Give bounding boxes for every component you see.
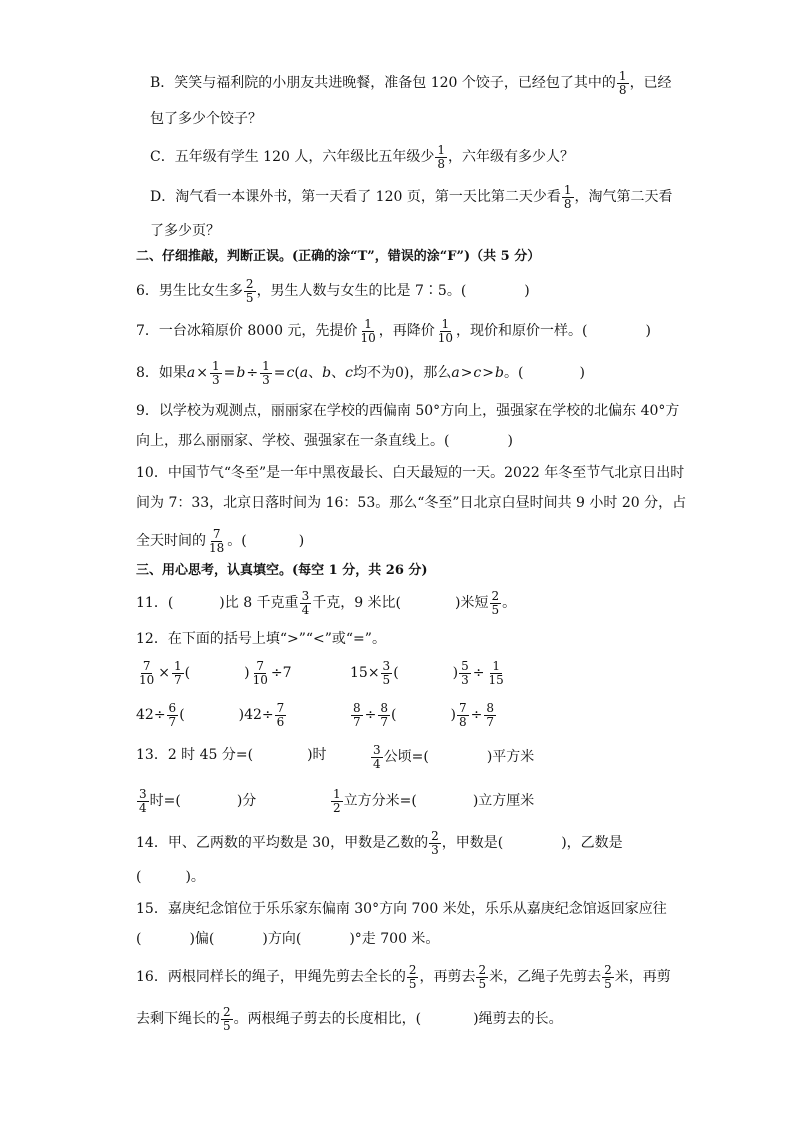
question-7: 7．一台冰箱原价 8000 元，先提价 $\frac{1}{10}$ ，再降价 $\frac{1}{10}$ ，现价和原价一样。( ) — [136, 317, 651, 345]
fraction-two-thirds: $\frac{2}{3}$ — [431, 829, 439, 857]
compare-item-4: $\frac{8}{7}$ ÷ $\frac{8}{7}$ ( ) $\frac{7}{8}$ ÷ $\frac{8}{7}$ — [353, 701, 494, 729]
section-2-title: 二、仔细推敲，判断正误。(正确的涂“T”，错误的涂“F”)（共 5 分） — [136, 249, 541, 264]
fraction-one-tenth: $\frac{1}{10}$ — [437, 317, 453, 345]
fraction-one-eighth: $\frac{1}{8}$ — [437, 143, 445, 171]
fraction-one-third: $\frac{1}{3}$ — [212, 359, 220, 387]
option-d-cont: 了多少页？ — [150, 223, 220, 239]
option-b-cont: 包了多少个饺子？ — [150, 111, 262, 127]
question-6: 6．男生比女生多 $\frac{2}{5}$ ，男生人数与女生的比是 7∶5。( ) — [136, 277, 530, 305]
question-9: 9．以学校为观测点，丽丽家在学校的西偏南 50°方向上，强强家在学校的北偏东 40°方 — [136, 403, 680, 419]
section-3-title: 三、用心思考，认真填空。(每空 1 分，共 26 分) — [136, 563, 428, 578]
question-13-volume: $\frac{1}{2}$ 立方分米=( )立方厘米 — [333, 787, 535, 815]
fraction-two-fifths: $\frac{2}{5}$ — [245, 277, 254, 305]
fraction-three-quarters: $\frac{3}{4}$ — [301, 589, 310, 617]
fraction-one-third: $\frac{1}{3}$ — [262, 359, 270, 387]
question-13-line1: 13．2 时 45 分=( )时 — [136, 747, 327, 763]
question-16: 16．两根同样长的绳子，甲绳先剪去全长的 $\frac{2}{5}$ ，再剪去 $\frac{2}{5}$ 米，乙绳子先剪去 $\frac{2}{5}$ 米，再剪 — [136, 963, 671, 991]
question-13-line2: $\frac{3}{4}$ 时=( )分 — [139, 787, 257, 815]
option-b: B．笑笑与福利院的小朋友共进晚餐，准备包 120 个饺子，已经包了其中的 $\frac{1}{8}$ ，已经 — [150, 69, 672, 97]
question-8: 8．如果a× $\frac{1}{3}$ =b÷ $\frac{1}{3}$ =c(a、b、c均不为0)，那么a>c>b。( ) — [136, 359, 585, 387]
compare-item-1: $\frac{7}{10}$ × $\frac{1}{7}$ ( ) $\frac{7}{10}$ ÷7 — [139, 659, 292, 687]
question-12: 12．在下面的括号上填“>”“<”或“=”。 — [136, 631, 386, 647]
question-16-cont: 去剩下绳长的 $\frac{2}{5}$ 。两根绳子剪去的长度相比，( )绳剪去的长。 — [136, 1005, 563, 1033]
fraction-two-fifths: $\frac{2}{5}$ — [491, 589, 500, 617]
question-9-cont: 向上，那么丽丽家、学校、强强家在一条直线上。( ) — [136, 433, 513, 449]
question-11: 11．( )比 8 千克重 $\frac{3}{4}$ 千克，9 米比( )米短 $\frac{2}{5}$ 。 — [136, 589, 517, 617]
question-14: 14．甲、乙两数的平均数是 30，甲数是乙数的 $\frac{2}{3}$ ，甲数是( )，乙数是 — [136, 829, 623, 857]
question-10-line2: 间为 7：33，北京日落时间为 16：53。那么“冬至”日北京白昼时间共 9 小时 20 分，占 — [136, 495, 687, 511]
fraction-seven-eighteenths: $\frac{7}{18}$ — [209, 527, 225, 555]
question-15-cont: ( )偏( )方向( )°走 700 米。 — [136, 931, 440, 947]
option-b-text: B．笑笑与福利院的小朋友共进晚餐，准备包 120 个饺子，已经包了其中的 — [150, 75, 616, 92]
question-13-hectare: $\frac{3}{4}$ 公顷=( )平方米 — [373, 743, 535, 771]
option-d: D．淘气看一本课外书，第一天看了 120 页，第一天比第二天少看 $\frac{1}{8}$ ，淘气第二天看 — [150, 183, 673, 211]
option-c: C．五年级有学生 120 人，六年级比五年级少 $\frac{1}{8}$ ，六年级有多少人？ — [150, 143, 574, 171]
fraction-one-eighth: $\frac{1}{8}$ — [618, 69, 627, 97]
question-10-line3: 全天时间的 $\frac{7}{18}$ 。( ) — [136, 527, 305, 555]
question-15: 15．嘉庚纪念馆位于乐乐家东偏南 30°方向 700 米处，乐乐从嘉庚纪念馆返回家应往 — [136, 901, 667, 917]
fraction-one-eighth: $\frac{1}{8}$ — [563, 183, 572, 211]
compare-item-2: 15× $\frac{3}{5}$ ( ) $\frac{5}{3}$ ÷ $\frac{1}{15}$ — [350, 659, 504, 687]
question-10: 10．中国节气“冬至”是一年中黑夜最长、白天最短的一天。2022 年冬至节气北京日出时 — [136, 465, 685, 481]
compare-item-3: 42÷ $\frac{6}{7}$ ( )42÷ $\frac{7}{6}$ — [136, 701, 285, 729]
question-14-cont: ( )。 — [136, 869, 205, 885]
fraction-one-tenth: $\frac{1}{10}$ — [360, 317, 376, 345]
